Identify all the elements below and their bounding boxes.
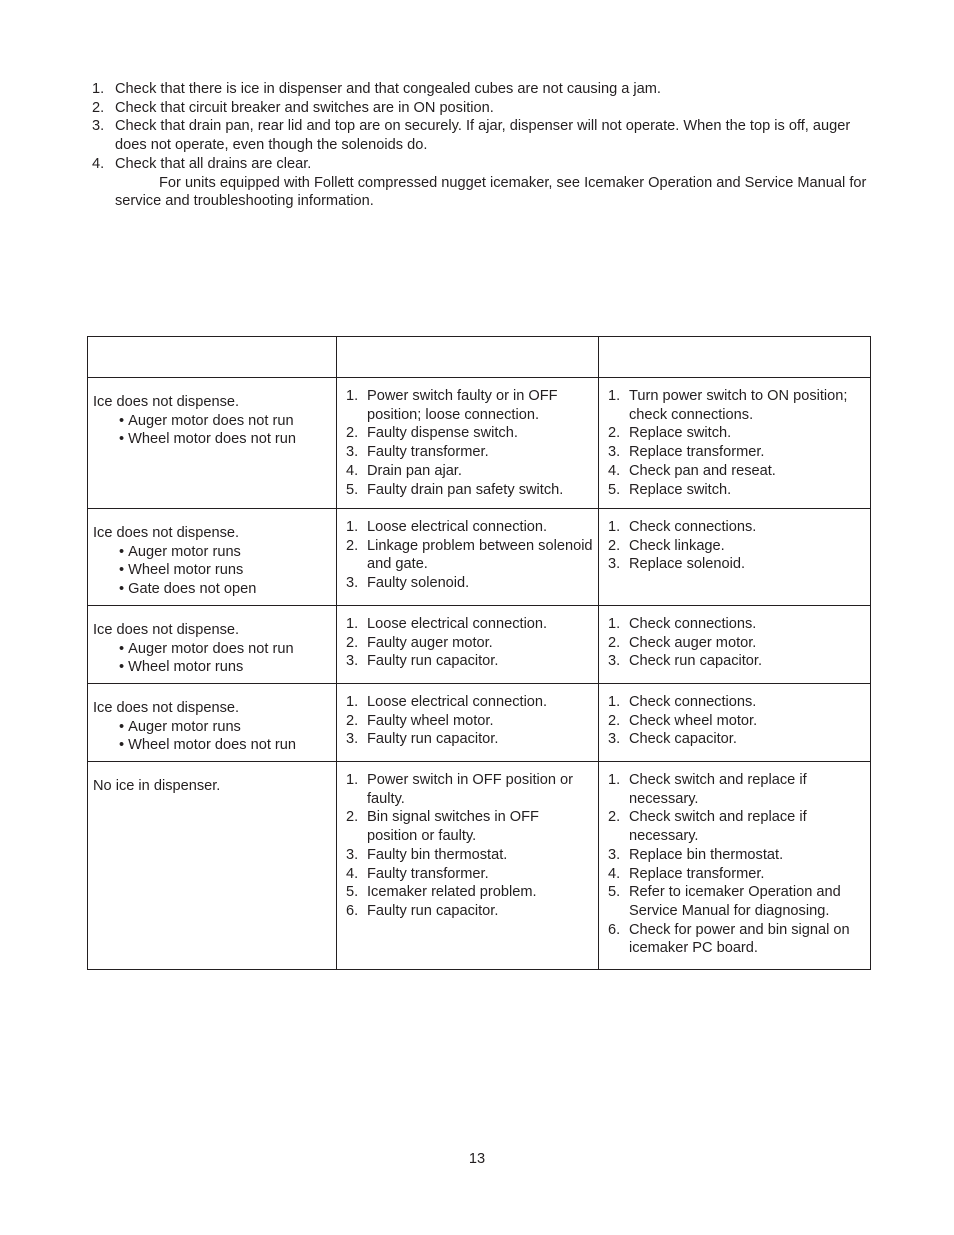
action-item (608, 846, 865, 865)
cause-cell (337, 509, 599, 606)
action-item (608, 865, 865, 884)
cause-item (346, 574, 593, 593)
action-item (608, 555, 865, 574)
item-number: 1. (608, 772, 621, 789)
item-number: 4. (346, 865, 359, 882)
header-action (599, 337, 871, 378)
step-number: 3. (92, 118, 105, 135)
problem-cell (88, 509, 337, 606)
item-text: Loose electrical connection. (367, 519, 548, 535)
action-item (608, 387, 865, 424)
action-item (608, 730, 865, 749)
item-number: 2. (608, 809, 621, 826)
symptom-text: Auger motor runs (128, 718, 241, 735)
symptom-text: Wheel motor runs (128, 659, 244, 676)
item-text: Faulty solenoid. (367, 575, 470, 592)
header-problem (88, 337, 337, 378)
item-number: 1. (608, 388, 621, 404)
symptom-bullet (93, 580, 330, 599)
cause-item (346, 537, 593, 574)
item-text: Replace switch. (629, 425, 732, 442)
item-text: Check linkage. (629, 537, 725, 554)
item-number: 2. (346, 809, 359, 826)
symptom-text: Wheel motor does not run (128, 431, 297, 448)
item-text: Replace bin thermostat. (629, 846, 784, 863)
item-text: Replace transformer. (629, 444, 765, 461)
item-text: Faulty drain pan safety switch. (367, 481, 564, 498)
item-text: Faulty bin thermostat. (367, 846, 508, 863)
symptom-bullet (93, 640, 330, 659)
cause-list (346, 387, 593, 499)
item-text: Check connections. (629, 615, 757, 632)
problem-text: Ice does not dispense. (93, 621, 240, 638)
action-item (608, 712, 865, 731)
action-item (608, 808, 865, 845)
item-number: 3. (608, 556, 621, 573)
item-number: 3. (608, 731, 621, 748)
table-body (88, 378, 871, 970)
symptom-bullet (93, 430, 330, 449)
action-cell (599, 762, 871, 970)
intro-step (92, 155, 872, 174)
intro-step (92, 99, 872, 118)
item-number: 3. (346, 444, 359, 461)
symptom-text: Wheel motor runs (128, 562, 244, 579)
table-header-row (88, 337, 871, 378)
problem-text: Ice does not dispense. (93, 699, 240, 716)
item-text: Check wheel motor. (629, 712, 758, 729)
step-text: Check that drain pan, rear lid and top are on securely. If ajar, dispenser will not operate. When the top is off, auger does not operate, even though the solenoids do. (115, 118, 851, 154)
item-number: 1. (608, 693, 621, 710)
cause-item (346, 518, 593, 537)
item-number: 3. (608, 846, 621, 863)
item-text: Bin signal switches in OFF position or faulty. (367, 809, 539, 845)
action-list (608, 615, 865, 671)
action-item (608, 443, 865, 462)
troubleshooting-table (87, 336, 871, 970)
action-item (608, 537, 865, 556)
symptom-text: Gate does not open (128, 581, 257, 598)
item-number: 5. (608, 481, 621, 498)
header-cause (337, 337, 599, 378)
item-text: Faulty run capacitor. (367, 902, 499, 919)
item-text: Check connections. (629, 519, 757, 535)
problem-cell (88, 762, 337, 970)
cause-list (346, 693, 593, 749)
symptom-text: Auger motor does not run (128, 412, 294, 429)
action-item (608, 634, 865, 653)
item-number: 3. (608, 444, 621, 461)
cause-list (346, 615, 593, 671)
item-number: 6. (346, 902, 359, 919)
cause-cell (337, 378, 599, 509)
action-cell (599, 378, 871, 509)
cause-item (346, 424, 593, 443)
item-text: Drain pan ajar. (367, 462, 462, 479)
item-number: 2. (608, 634, 621, 651)
item-text: Check pan and reseat. (629, 462, 776, 479)
item-number: 1. (608, 615, 621, 632)
step-text: Check that circuit breaker and switches are in ON position. (115, 99, 494, 116)
item-text: Check connections. (629, 693, 757, 710)
cause-item (346, 902, 593, 921)
item-number: 1. (346, 519, 359, 535)
problem-text: Ice does not dispense. (93, 394, 240, 410)
item-number: 6. (608, 921, 621, 938)
symptom-bullet (93, 736, 330, 755)
action-item (608, 652, 865, 671)
cause-item (346, 771, 593, 808)
symptom-text: Wheel motor does not run (128, 737, 297, 754)
table-row (88, 509, 871, 606)
action-item (608, 883, 865, 920)
table-row (88, 683, 871, 761)
item-text: Turn power switch to ON position; check connections. (629, 388, 848, 423)
cause-item (346, 652, 593, 671)
action-item (608, 771, 865, 808)
item-text: Icemaker related problem. (367, 884, 537, 901)
item-number: 2. (346, 537, 359, 554)
problem-cell (88, 378, 337, 509)
item-text: Replace switch. (629, 481, 732, 498)
item-number: 1. (346, 615, 359, 632)
cause-item (346, 634, 593, 653)
action-cell (599, 683, 871, 761)
step-number: 4. (92, 155, 105, 172)
cause-item (346, 481, 593, 500)
table-row (88, 378, 871, 509)
item-text: Faulty transformer. (367, 865, 489, 882)
intro-step (92, 80, 872, 99)
item-text: Check switch and replace if necessary. (629, 809, 807, 845)
item-number: 3. (346, 731, 359, 748)
item-number: 1. (346, 693, 359, 710)
item-number: 2. (346, 634, 359, 651)
action-item (608, 921, 865, 958)
cause-item (346, 462, 593, 481)
item-text: Faulty auger motor. (367, 634, 493, 651)
cause-item (346, 693, 593, 712)
item-number: 3. (608, 653, 621, 670)
cause-cell (337, 683, 599, 761)
action-item (608, 615, 865, 634)
item-number: 2. (608, 712, 621, 729)
item-text: Faulty dispense switch. (367, 425, 518, 442)
cause-item (346, 712, 593, 731)
item-text: Check auger motor. (629, 634, 757, 651)
step-number: 2. (92, 99, 105, 116)
action-item (608, 424, 865, 443)
item-text: Faulty run capacitor. (367, 731, 499, 748)
symptom-bullet (93, 718, 330, 737)
item-text: Power switch faulty or in OFF position; loose connection. (367, 388, 558, 423)
cause-item (346, 387, 593, 424)
cause-item (346, 846, 593, 865)
item-text: Faulty wheel motor. (367, 712, 494, 729)
symptom-text: Auger motor does not run (128, 640, 294, 657)
item-number: 5. (608, 884, 621, 901)
cause-item (346, 730, 593, 749)
action-list (608, 387, 865, 499)
symptom-bullet (93, 658, 330, 677)
table-row (88, 605, 871, 683)
item-number: 2. (346, 425, 359, 442)
problem-text: No ice in dispenser. (93, 778, 221, 795)
cause-item (346, 615, 593, 634)
item-number: 4. (346, 462, 359, 479)
intro-section (92, 80, 872, 211)
item-text: Replace transformer. (629, 865, 765, 882)
cause-list (346, 518, 593, 593)
action-item (608, 481, 865, 500)
item-text: Linkage problem between solenoid and gate. (367, 537, 593, 573)
cause-list (346, 771, 593, 921)
step-number: 1. (92, 81, 105, 97)
item-number: 1. (346, 772, 359, 789)
table-row (88, 762, 871, 970)
action-list (608, 693, 865, 749)
problem-text: Ice does not dispense. (93, 525, 240, 541)
item-text: Check capacitor. (629, 731, 737, 748)
cause-cell (337, 605, 599, 683)
problem-cell (88, 605, 337, 683)
step-text: Check that there is ice in dispenser and that congealed cubes are not causing a jam. (115, 81, 661, 97)
cause-item (346, 865, 593, 884)
item-number: 2. (608, 425, 621, 442)
action-item (608, 518, 865, 537)
item-number: 4. (608, 865, 621, 882)
action-item (608, 462, 865, 481)
item-number: 1. (608, 519, 621, 535)
item-number: 3. (346, 846, 359, 863)
item-number: 2. (608, 537, 621, 554)
item-text: Check for power and bin signal on icemaker PC board. (629, 921, 850, 957)
item-text: Loose electrical connection. (367, 615, 548, 632)
item-number: 3. (346, 653, 359, 670)
cause-item (346, 443, 593, 462)
item-text: Check run capacitor. (629, 653, 763, 670)
item-number: 5. (346, 884, 359, 901)
page-number: 13 (468, 1151, 486, 1167)
action-cell (599, 509, 871, 606)
step-text: Check that all drains are clear. (115, 155, 312, 172)
problem-cell (88, 683, 337, 761)
item-number: 3. (346, 575, 359, 592)
item-text: Faulty run capacitor. (367, 653, 499, 670)
action-list (608, 771, 865, 958)
item-number: 4. (608, 462, 621, 479)
symptom-bullet (93, 561, 330, 580)
cause-item (346, 883, 593, 902)
item-number: 1. (346, 388, 359, 404)
item-text: Replace solenoid. (629, 556, 746, 573)
symptom-bullet (93, 412, 330, 431)
item-text: Loose electrical connection. (367, 693, 548, 710)
cause-item (346, 808, 593, 845)
item-number: 5. (346, 481, 359, 498)
symptom-text: Auger motor runs (128, 543, 241, 560)
action-list (608, 518, 865, 574)
action-item (608, 693, 865, 712)
intro-note (92, 174, 872, 211)
cause-cell (337, 762, 599, 970)
item-text: Faulty transformer. (367, 444, 489, 461)
item-text: Refer to icemaker Operation and Service Manual for diagnosing. (629, 884, 841, 919)
intro-step (92, 117, 872, 154)
intro-note-text: For units equipped with Follett compressed nugget icemaker, see Icemaker Operation and Service Manual for service and troubleshooting information. (115, 174, 867, 210)
symptom-bullet (93, 543, 330, 562)
item-number: 2. (346, 712, 359, 729)
item-text: Check switch and replace if necessary. (629, 772, 807, 807)
action-cell (599, 605, 871, 683)
item-text: Power switch in OFF position or faulty. (367, 772, 574, 807)
